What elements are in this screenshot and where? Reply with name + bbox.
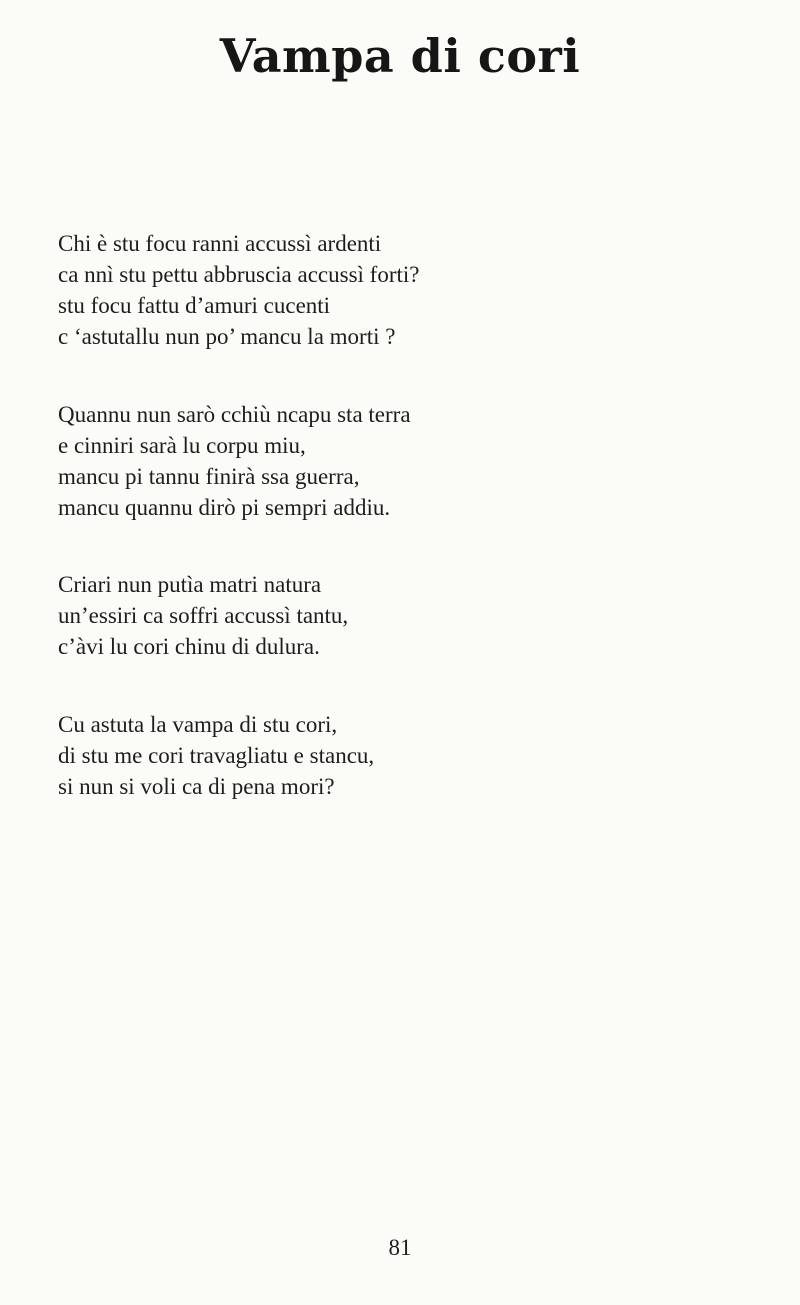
verse-line: si nun si voli ca di pena mori?	[58, 774, 335, 799]
stanza-3	[58, 569, 758, 662]
verse-line: Cu astuta la vampa di stu cori,	[58, 712, 338, 737]
verse-line: e cinniri sarà lu corpu miu,	[58, 433, 306, 458]
verse-line: stu focu fattu d’amuri cucenti	[58, 293, 331, 318]
verse-line: Criari nun putìa matri natura	[58, 572, 322, 597]
verse-line: mancu quannu dirò pi sempri addiu.	[58, 495, 391, 520]
verse-line: Chi è stu focu ranni accussì ardenti	[58, 231, 382, 256]
verse-line: c ‘astutallu nun po’ mancu la morti ?	[58, 324, 396, 349]
verse-line: mancu pi tannu finirà ssa guerra,	[58, 464, 360, 489]
stanza-2	[58, 399, 758, 523]
poem-title: Vampa di cori	[219, 29, 581, 83]
stanza-1	[58, 228, 758, 352]
verse-line: Quannu nun sarò cchiù ncapu sta terra	[58, 402, 411, 427]
stanza-4	[58, 709, 758, 802]
verse-line: ca nnì stu pettu abbruscia accussì forti?	[58, 262, 420, 287]
page-number: 81	[388, 1235, 412, 1260]
verse-line: di stu me cori travagliatu e stancu,	[58, 743, 375, 768]
verse-line: un’essiri ca soffri accussì tantu,	[58, 603, 349, 628]
verse-line: c’àvi lu cori chinu di dulura.	[58, 634, 320, 659]
